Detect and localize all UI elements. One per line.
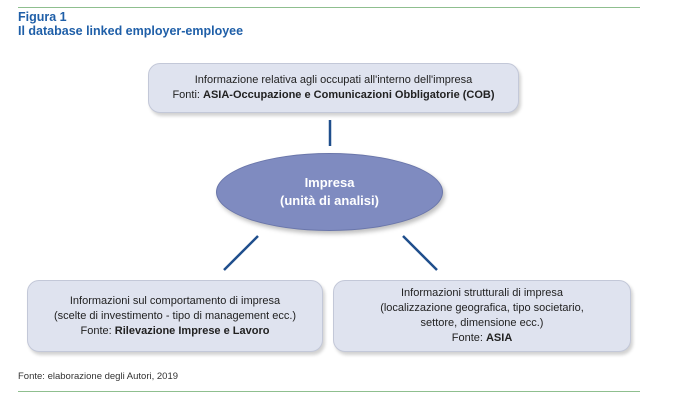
bottom-rule — [18, 391, 640, 392]
comportamento-title: Informazioni sul comportamento di impresa — [69, 294, 281, 307]
comportamento-source-name: Rilevazione Imprese e Lavoro — [114, 324, 270, 337]
occupati-sources-prefix: Fonti: — [172, 89, 204, 101]
impresa-label: Impresa — [304, 175, 355, 190]
figure-label: Figura 1 — [18, 10, 67, 24]
figure-title: Il database linked employer-employee — [18, 24, 244, 38]
comportamento-source — [28, 324, 322, 339]
strutturali-source-name: ASIA — [485, 332, 513, 344]
connector-left — [224, 236, 258, 270]
connector-right — [403, 236, 437, 270]
strutturali-info-box — [333, 280, 631, 352]
source-note: Fonte: elaborazione degli Autori, 2019 — [18, 371, 179, 382]
comportamento-detail: (scelte di investimento - tipo di management ecc.) — [53, 309, 297, 322]
strutturali-detail-2: settore, dimensione ecc.) — [420, 317, 544, 329]
impresa-sublabel: (unità di analisi) — [280, 193, 379, 208]
strutturali-source — [334, 331, 630, 346]
occupati-sources — [149, 88, 518, 103]
strutturali-source-prefix: Fonte: — [451, 332, 486, 344]
comportamento-info-box — [27, 280, 323, 352]
comportamento-source-prefix: Fonte: — [80, 324, 115, 337]
occupati-sources-name: ASIA-Occupazione e Comunicazioni Obbligatorie (COB) — [203, 89, 495, 101]
strutturali-detail-1: (localizzazione geografica, tipo societario, — [380, 302, 584, 314]
occupati-info-box — [148, 63, 519, 113]
strutturali-title: Informazioni strutturali di impresa — [400, 287, 563, 299]
impresa-ellipse — [216, 153, 443, 231]
occupati-info-text: Informazione relativa agli occupati all'interno dell'impresa — [194, 74, 473, 86]
